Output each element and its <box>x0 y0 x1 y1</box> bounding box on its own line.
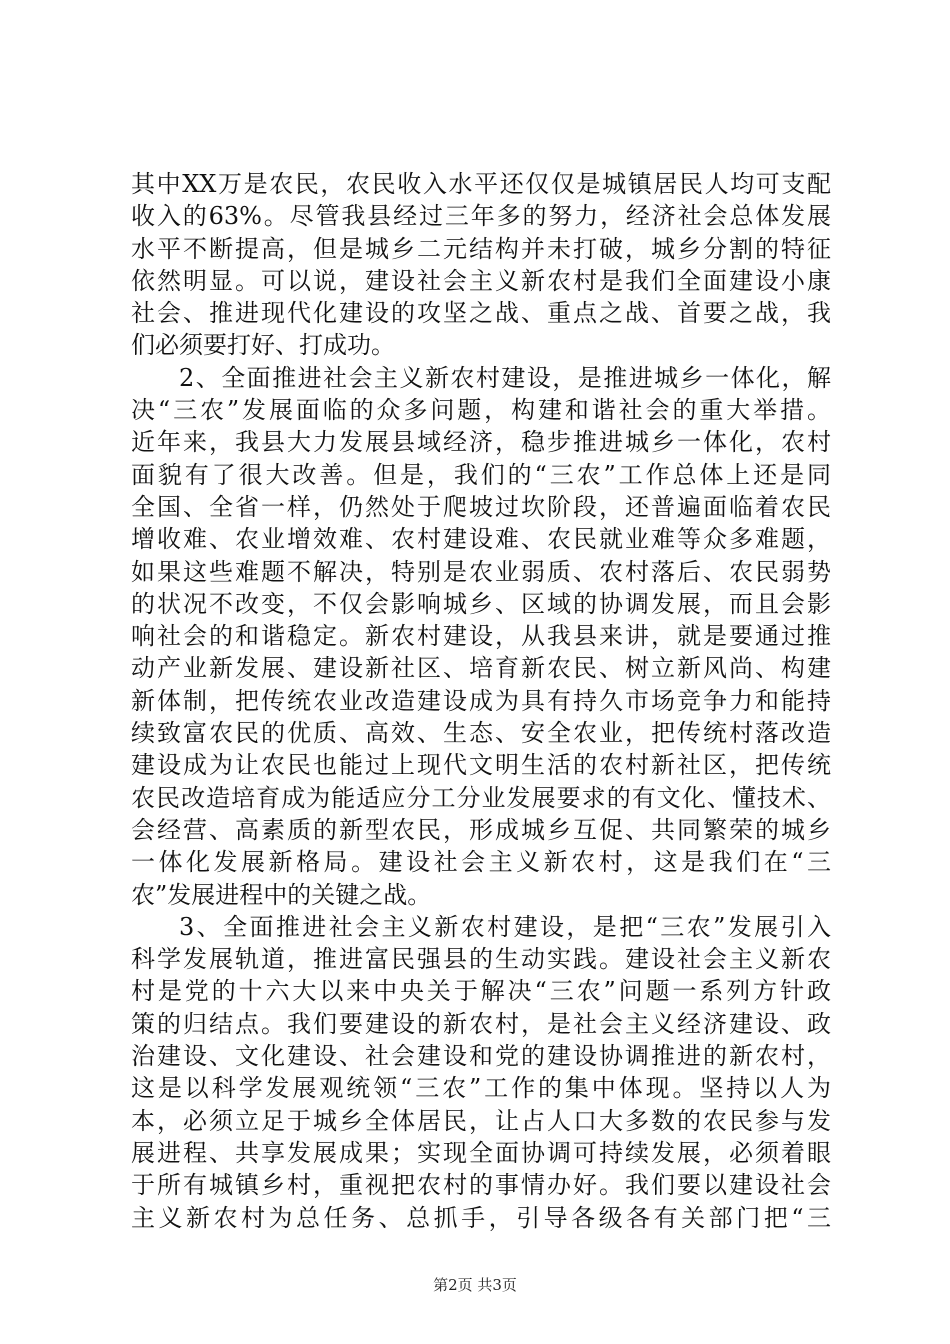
text-line: 如果这些难题不解决，特别是农业弱质、农村落后、农民弱势 <box>131 557 831 586</box>
text-line: 面貌有了很大改善。但是，我们的“三农”工作总体上还是同 <box>131 460 831 489</box>
text-line: 农民改造培育成为能适应分工分业发展要求的有文化、懂技术、 <box>131 783 831 812</box>
text-line: 展进程、共享发展成果；实现全面协调可持续发展，必须着眼 <box>131 1138 831 1167</box>
text-line: 增收难、农业增效难、农村建设难、农民就业难等众多难题， <box>131 525 831 554</box>
text-line: 本，必须立足于城乡全体居民，让占人口大多数的农民参与发 <box>131 1106 831 1135</box>
text-line: 依然明显。可以说，建设社会主义新农村是我们全面建设小康 <box>131 266 831 295</box>
text-line: 策的归结点。我们要建设的新农村，是社会主义经济建设、政 <box>131 1009 831 1038</box>
text-line: 主义新农村为总任务、总抓手，引导各级各有关部门把“三 <box>131 1203 831 1232</box>
document-body <box>131 168 831 1234</box>
text-line: 农”发展进程中的关键之战。 <box>131 880 432 909</box>
text-line: 于所有城镇乡村，重视把农村的事情办好。我们要以建设社会 <box>131 1171 831 1200</box>
text-line: 社会、推进现代化建设的攻坚之战、重点之战、首要之战，我 <box>131 299 831 328</box>
page-footer: 第2页 共3页 <box>433 1276 517 1294</box>
text-line: 近年来，我县大力发展县域经济，稳步推进城乡一体化，农村 <box>131 428 831 457</box>
text-line: 水平不断提高，但是城乡二元结构并未打破，城乡分割的特征 <box>131 234 831 263</box>
text-line: 的状况不改变，不仅会影响城乡、区域的协调发展，而且会影 <box>131 589 831 618</box>
paragraph-start-line: 2、全面推进社会主义新农村建设，是推进城乡一体化，解 <box>179 363 831 392</box>
text-line: 这是以科学发展观统领“三农”工作的集中体现。坚持以人为 <box>131 1074 831 1103</box>
text-line: 治建设、文化建设、社会建设和党的建设协调推进的新农村， <box>131 1042 831 1071</box>
text-line: 决“三农”发展面临的众多问题，构建和谐社会的重大举措。 <box>131 396 831 425</box>
text-line: 收入的63%。尽管我县经过三年多的努力，经济社会总体发展 <box>131 202 831 231</box>
text-line: 科学发展轨道，推进富民强县的生动实践。建设社会主义新农 <box>131 945 831 974</box>
paragraph-start-line: 3、全面推进社会主义新农村建设，是把“三农”发展引入 <box>179 912 831 941</box>
text-line: 动产业新发展、建设新社区、培育新农民、树立新风尚、构建 <box>131 654 831 683</box>
text-line: 们必须要打好、打成功。 <box>131 331 395 360</box>
text-line: 村是党的十六大以来中央关于解决“三农”问题一系列方针政 <box>131 977 831 1006</box>
text-line: 新体制，把传统农业改造建设成为具有持久市场竞争力和能持 <box>131 686 831 715</box>
text-line: 会经营、高素质的新型农民，形成城乡互促、共同繁荣的城乡 <box>131 815 831 844</box>
text-line: 建设成为让农民也能过上现代文明生活的农村新社区，把传统 <box>131 751 831 780</box>
text-line: 一体化发展新格局。建设社会主义新农村，这是我们在“三 <box>131 848 831 877</box>
text-line: 响社会的和谐稳定。新农村建设，从我县来讲，就是要通过推 <box>131 622 831 651</box>
text-line: 其中XX万是农民，农民收入水平还仅仅是城镇居民人均可支配 <box>131 170 831 198</box>
text-line: 全国、全省一样，仍然处于爬坡过坎阶段，还普遍面临着农民 <box>131 492 831 521</box>
text-line: 续致富农民的优质、高效、生态、安全农业，把传统村落改造 <box>131 719 831 748</box>
